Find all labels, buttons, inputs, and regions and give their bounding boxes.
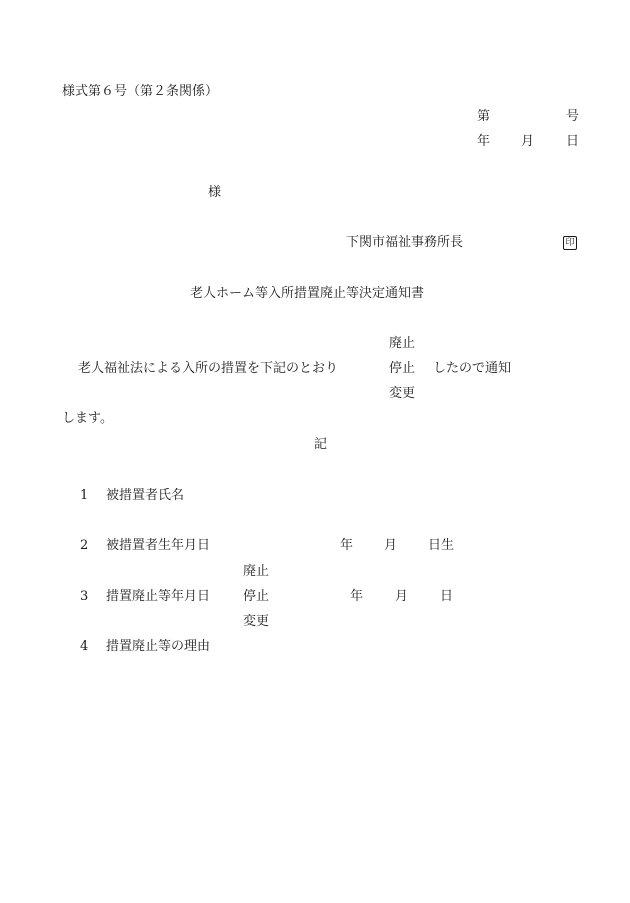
document-title: 老人ホーム等入所措置廃止等決定通知書 [190,286,425,301]
addressee-sama: 様 [208,185,222,200]
body-text-line1: 老人福祉法による入所の措置を下記のとおり [78,361,339,376]
item-3-option-abolish: 廃止 [243,564,270,579]
doc-number-suffix: 号 [566,109,580,124]
item-4-label: 措置廃止等の理由 [106,639,211,654]
item-2-month: 月 [384,538,398,553]
item-3-option-change: 変更 [243,614,270,629]
issuer-name: 下関市福祉事務所長 [346,235,464,250]
body-text-line1-end: したので通知 [433,361,512,376]
date-day: 日 [566,134,580,149]
body-option-suspend: 停止 [389,361,416,376]
item-3-year: 年 [350,589,364,604]
item-2-day: 日生 [428,538,455,553]
date-year: 年 [477,134,491,149]
date-month: 月 [521,134,535,149]
item-2-year: 年 [340,538,354,553]
body-text-line2: します。 [62,411,113,426]
body-option-abolish: 廃止 [389,336,416,351]
ki-heading: 記 [314,437,328,452]
seal-mark: 印 [563,236,577,250]
body-option-change: 変更 [389,386,416,401]
form-label: 様式第６号（第２条関係） [62,84,219,99]
item-3-month: 月 [395,589,409,604]
doc-number-prefix: 第 [477,109,491,124]
item-4-number: 4 [80,639,89,654]
item-3-number: 3 [80,589,89,604]
item-3-label: 措置廃止等年月日 [106,589,211,604]
item-2-label: 被措置者生年月日 [106,538,211,553]
item-1-label: 被措置者氏名 [106,488,185,503]
item-1-number: 1 [80,488,89,503]
item-2-number: 2 [80,538,89,553]
item-3-day: 日 [440,589,454,604]
item-3-option-suspend: 停止 [243,589,270,604]
